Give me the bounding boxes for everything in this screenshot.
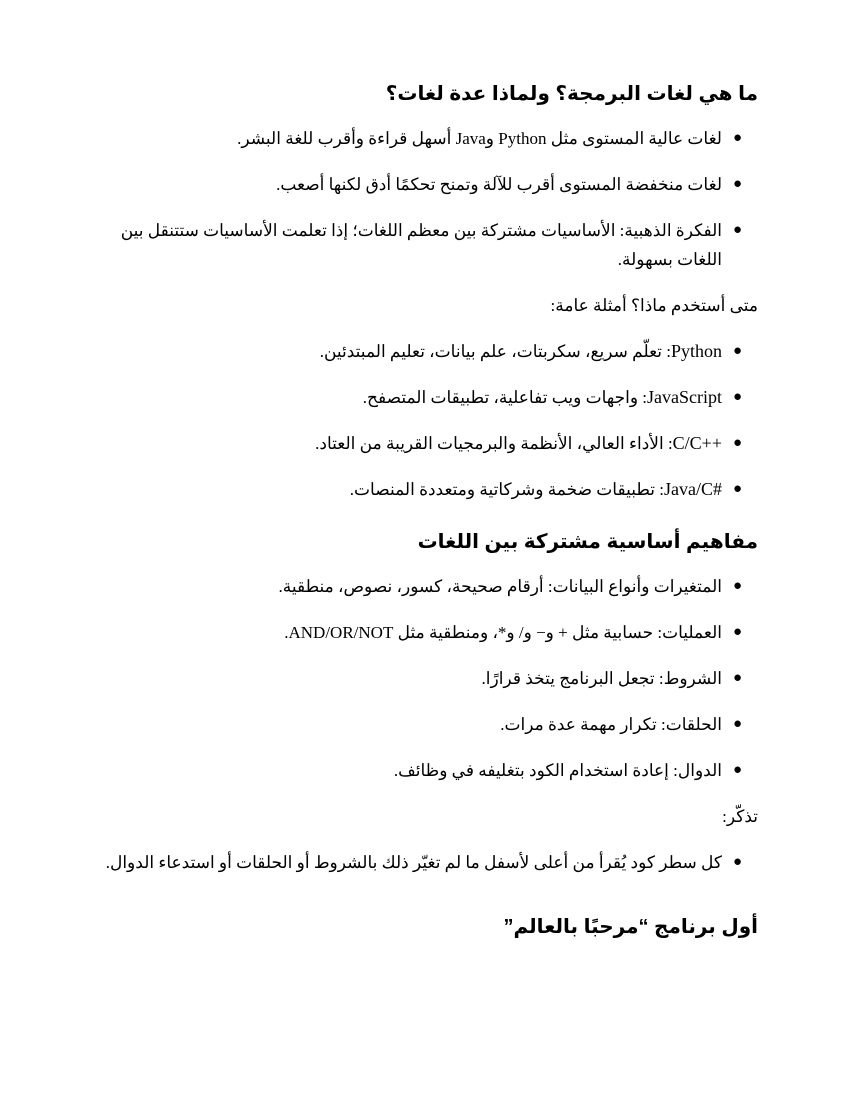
list-item: ● C/C++: الأداء العالي، الأنظمة والبرمجيات القريبة من العتاد. — [92, 429, 758, 458]
remember-list — [92, 848, 758, 877]
bullet-icon: ● — [732, 176, 742, 192]
bullet-icon: ● — [732, 762, 742, 778]
list-item: ● الحلقات: تكرار مهمة عدة مرات. — [92, 710, 758, 739]
bullet-icon: ● — [732, 222, 742, 238]
bullet-icon: ● — [732, 343, 742, 359]
language-name: JavaScript — [647, 387, 722, 407]
bullet-icon: ● — [732, 716, 742, 732]
language-name: Python — [670, 341, 722, 361]
bullet-icon: ● — [732, 670, 742, 686]
list-item: ● الدوال: إعادة استخدام الكود بتغليفه في وظائف. — [92, 756, 758, 785]
list-item: ● كل سطر كود يُقرأ من أعلى لأسفل ما لم تغيّر ذلك بالشروط أو الحلقات أو استدعاء الدوال. — [92, 848, 758, 877]
section-heading-concepts: مفاهيم أساسية مشتركة بين اللغات — [417, 531, 758, 553]
language-name: C/C++ — [672, 433, 722, 453]
remember-label: تذكّر: — [722, 807, 758, 826]
list-item: ● JavaScript: واجهات ويب تفاعلية، تطبيقات المتصفح. — [92, 383, 758, 412]
bullet-icon: ● — [732, 481, 742, 497]
list-item: ● الفكرة الذهبية: الأساسيات مشتركة بين معظم اللغات؛ إذا تعلمت الأساسيات ستتنقل بين اللغات بسهولة. — [92, 216, 758, 274]
list-item: ● Java/C#: تطبيقات ضخمة وشركاتية ومتعددة المنصات. — [92, 475, 758, 504]
bullet-icon: ● — [732, 624, 742, 640]
languages-list — [92, 124, 758, 274]
list-item: ● الشروط: تجعل البرنامج يتخذ قرارًا. — [92, 664, 758, 693]
language-name: Java/C# — [664, 479, 722, 499]
bullet-icon: ● — [732, 854, 742, 870]
list-item: ● المتغيرات وأنواع البيانات: أرقام صحيحة، كسور، نصوص، منطقية. — [92, 572, 758, 601]
bullet-icon: ● — [732, 130, 742, 146]
usage-list — [92, 337, 758, 504]
section-heading-languages: ما هي لغات البرمجة؟ ولماذا عدة لغات؟ — [385, 83, 758, 105]
bullet-icon: ● — [732, 389, 742, 405]
bullet-icon: ● — [732, 578, 742, 594]
list-item: ● لغات منخفضة المستوى أقرب للآلة وتمنح تحكمًا أدق لكنها أصعب. — [92, 170, 758, 199]
usage-intro: متى أستخدم ماذا؟ أمثلة عامة: — [550, 296, 758, 315]
section-heading-hello-world: أول برنامج “مرحبًا بالعالم” — [503, 916, 758, 938]
list-item: ● Python: تعلّم سريع، سكربتات، علم بيانات، تعليم المبتدئين. — [92, 337, 758, 366]
concepts-list — [92, 572, 758, 785]
list-item: ● العمليات: حسابية مثل + و− و/ و*، ومنطقية مثل AND/OR/NOT. — [92, 618, 758, 647]
list-item: ● لغات عالية المستوى مثل Python وJava أسهل قراءة وأقرب للغة البشر. — [92, 124, 758, 153]
bullet-icon: ● — [732, 435, 742, 451]
document-page — [92, 82, 758, 939]
